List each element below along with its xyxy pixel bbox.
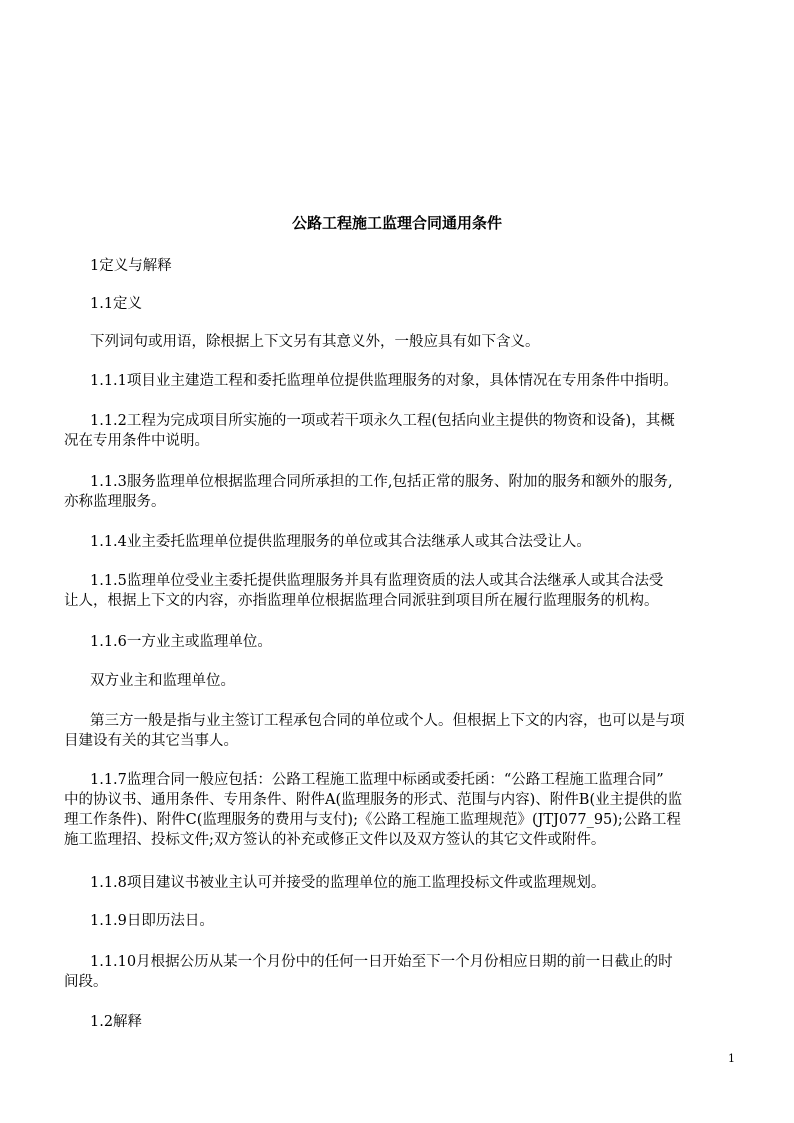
paragraph-line: 1.1.2工程为完成项目所实施的一项或若干项永久工程(包括向业主提供的物资和设备)，其概 (90, 413, 675, 429)
page-number: 1 (728, 1052, 735, 1065)
paragraph-line: 让人，根据上下文的内容，亦指监理单位根据监理合同派驻到项目所在履行监理服务的机构。 (64, 593, 659, 609)
paragraph-third-party (64, 711, 738, 751)
paragraph-section-1-2 (90, 1012, 738, 1032)
paragraph-line: 间段。 (64, 974, 108, 990)
paragraph-line: 1.1.10月根据公历从某一个月份中的任何一日开始至下一个月份相应日期的前一日截止的时 (90, 954, 673, 970)
paragraph-1-1-10 (64, 952, 738, 992)
paragraph-1-1-6 (90, 632, 738, 652)
paragraph-line: 1.1.9日即历法日。 (90, 913, 214, 929)
paragraph-line: 1.1.5监理单位受业主委托提供监理服务并具有监理资质的法人或其合法继承人或其合法受 (90, 573, 664, 589)
paragraph-line: 况在专用条件中说明。 (64, 433, 209, 449)
paragraph-1-1-1 (90, 371, 738, 391)
paragraph-intro (90, 332, 738, 352)
paragraph-line: 理工作条件)、附件C(监理服务的费用与支付);《公路工程施工监理规范》(JTJ077_95);公路工程 (64, 812, 681, 828)
paragraph-1-1-3 (64, 472, 738, 512)
paragraph-definitions-heading (90, 256, 738, 276)
paragraph-line: 1.1.1项目业主建造工程和委托监理单位提供监理服务的对象，具体情况在专用条件中指明。 (90, 373, 678, 389)
paragraph-line: 1.1.7监理合同一般应包括：公路工程施工监理中标函或委托函：“公路工程施工监理合同” (90, 772, 664, 788)
paragraph-line: 下列词句或用语，除根据上下文另有其意义外，一般应具有如下含义。 (90, 334, 540, 350)
paragraph-line: 中的协议书、通用条件、专用条件、附件A(监理服务的形式、范围与内容)、附件B(业主提供的监 (64, 792, 683, 808)
paragraph-line: 亦称监理服务。 (64, 494, 166, 510)
paragraph-both-parties (90, 671, 738, 691)
paragraph-line: 1.1.6一方业主或监理单位。 (90, 634, 272, 650)
paragraph-1-1-9 (90, 911, 738, 931)
paragraph-line: 1.1定义 (90, 296, 143, 312)
paragraph-line: 1.2解释 (90, 1014, 143, 1030)
paragraph-1-1-7 (64, 770, 738, 850)
paragraph-1-1-5 (64, 571, 738, 611)
paragraph-line: 1.1.8项目建议书被业主认可并接受的监理单位的施工监理投标文件或监理规划。 (90, 875, 606, 891)
paragraph-line: 1定义与解释 (90, 258, 172, 274)
paragraph-line: 第三方一般是指与业主签订工程承包合同的单位或个人。但根据上下文的内容，也可以是与项 (90, 713, 685, 729)
paragraph-line: 双方业主和监理单位。 (90, 673, 235, 689)
paragraph-1-1-2 (64, 411, 738, 451)
paragraph-1-1-4 (90, 532, 738, 552)
document-title: 公路工程施工监理合同通用条件 (291, 214, 502, 232)
paragraph-line: 目建设有关的其它当事人。 (64, 733, 238, 749)
paragraph-line: 1.1.3服务监理单位根据监理合同所承担的工作,包括正常的服务、附加的服务和额外的服务, (90, 474, 673, 490)
paragraph-1-1-8 (90, 873, 738, 893)
paragraph-line: 1.1.4业主委托监理单位提供监理服务的单位或其合法继承人或其合法受让人。 (90, 534, 591, 550)
paragraph-section-1-1 (90, 294, 738, 314)
paragraph-line: 施工监理招、投标文件;双方签认的补充或修正文件以及双方签认的其它文件或附件。 (64, 832, 606, 848)
